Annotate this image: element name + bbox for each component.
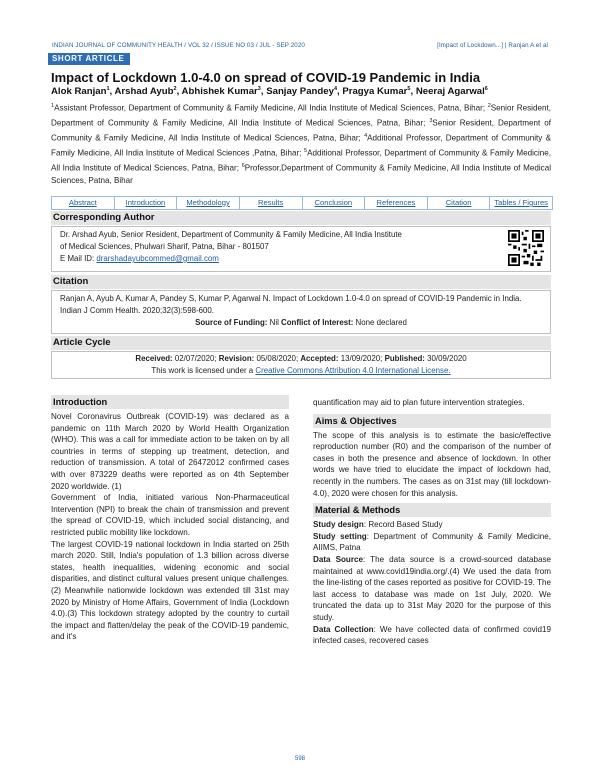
qr-code-icon [508, 230, 544, 266]
paragraph: Government of India, initiated various Non-Pharmaceutical Intervention (NPI) to break the chain of transmission and prevent the spread of COVID-19, which included social distancing, and restricted public mobility like lockdown. [51, 493, 289, 537]
license-link[interactable]: Creative Commons Attribution 4.0 International License. [255, 366, 451, 375]
page-number: 598 [294, 756, 305, 762]
author: Alok Ranjan [51, 86, 107, 98]
article-type-badge: SHORT ARTICLE [48, 53, 130, 65]
author: Abhishek Kumar [181, 86, 258, 98]
introduction-heading: Introduction [51, 395, 289, 409]
paragraph: Data Source: The data source is a crowd-sourced database maintained at www.covid19india.org/.(4) We used the data from the line-listing of the cases reported as positive for COVID-19. The last access to database was made on 1st July, 2020. We truncated the data up to 31st May 2020 for the purpose of this study. [313, 554, 551, 622]
section-nav [51, 196, 553, 210]
nav-conclusion[interactable]: Conclusion [303, 197, 366, 209]
affiliations: $^1$Assistant Professor, Department of Community & Family Medicine, All India Institute of Medical Sciences, Patna, Bihar; $^2$Senior Resident, Department of Community & Family Medicine, All India Institute of Medical Sciences, Patna, Bihar; $^3$Senior Resident, Department of Community & Family Medicine, All India Institute of Medical Sciences, Patna, Bihar; $^4$Additional Professor, Department of Community & Family Medicine, All India Institute of Medical Sciences ,Patna, Bihar; $^5$Additional Professor, Department of Community & Family Medicine, All India Institute of Medical Sciences, Patna, Bihar; $^6$Professor,Department of Community & Family Medicine, All India Institute of Medical Sciences, Patna, Bihar [51, 103, 552, 186]
paragraph: Study setting: Department of Community & Family Medicine, AIIMS, Patna [313, 531, 551, 553]
nav-introduction[interactable]: Introduction [115, 197, 178, 209]
journal-info: INDIAN JOURNAL OF COMMUNITY HEALTH / VOL 32 / ISSUE NO 03 / JUL - SEP 2020 [52, 42, 305, 49]
running-head [52, 42, 548, 52]
license-line: This work is licensed under a Creative Commons Attribution 4.0 International License. [151, 366, 451, 375]
right-column [313, 397, 551, 647]
email-link[interactable]: drarshadayubcommed@gmail.com [96, 254, 219, 263]
paragraph: The scope of this analysis is to estimate the basic/effective reproduction number (R0) and the comparison of the number of cases in both the presence and absence of lockdown. In other words we have tried to elucidate the impact of lockdown had, recently in the numbers. The cases as on 31st may (till lockdown-4.0), 2020 were chosen for this analysis. [313, 430, 551, 498]
article-cycle-heading: Article Cycle [51, 336, 551, 350]
nav-results[interactable]: Results [240, 197, 303, 209]
paragraph: Data Collection: We have collected data of confirmed covid19 infected cases, recovered cases [313, 624, 551, 646]
nav-abstract[interactable]: Abstract [52, 197, 115, 209]
article-cycle-box [51, 351, 551, 379]
author-list: Alok Ranjan$^1$, Arshad Ayub$^2$, Abhishek Kumar$^3$, Sanjay Pandey$^4$, Pragya Kumar$^5$, Neeraj Agarwal$^6$ [51, 86, 488, 98]
citation-heading: Citation [51, 275, 551, 289]
methods-heading: Material & Methods [313, 503, 551, 517]
author: Sanjay Pandey [266, 86, 334, 98]
short-citation: [Impact of Lockdown...] | Ranjan A et al [437, 42, 548, 49]
paragraph: quantification may aid to plan future intervention strategies. [313, 398, 525, 407]
paragraph: Novel Coronavirus Outbreak (COVID-19) was declared as a pandemic on 11th March 2020 by World Health Organization (WHO). This was a call for immediate action to be taken on by all countries in terms of stepping up treatment, detection, and reduction of transmission. A total of 26472012 confirmed cases with over 873229 deaths were reported as on 4th September 2020 worldwide. (1) [51, 412, 289, 491]
author: Arshad Ayub [114, 86, 174, 98]
nav-references[interactable]: References [365, 197, 428, 209]
article-dates: Received: 02/07/2020; Revision: 05/08/2020; Accepted: 13/09/2020; Published: 30/09/2020 [135, 354, 467, 363]
citation-box [51, 290, 551, 334]
nav-tables-figures[interactable]: Tables / Figures [494, 198, 548, 207]
author: Neeraj Agarwal [415, 86, 485, 98]
citation-text: Ranjan A, Ayub A, Kumar A, Pandey S, Kumar P, Agarwal N. Impact of Lockdown 1.0-4.0 on spread of COVID-19 Pandemic in India. Indian J Comm Health. 2020;32(3):598-600. [60, 294, 522, 315]
corresponding-author-heading: Corresponding Author [51, 211, 551, 225]
corresponding-author-box: Dr. Arshad Ayub, Senior Resident, Department of Community & Family Medicine, All India Institute of Medical Sciences, Phulwari Sharif, Patna, Bihar - 801507 E Mail ID: drarshadayubcommed@gmail.com [51, 226, 551, 272]
aims-heading: Aims & Objectives [313, 414, 551, 428]
nav-methodology[interactable]: Methodology [177, 197, 240, 209]
nav-citation[interactable]: Citation [428, 197, 491, 209]
author: Pragya Kumar [342, 86, 408, 98]
paragraph: The largest COVID-19 national lockdown in India started on 25th march 2020. Still, India's population of 1.3 billion across diverse states, health inequalities, widening economic and social disparities, and distinct cultural values present unique challenges.(2) Meanwhile nationwide lockdown was extended till 31st may 2020 by Ministry of Home Affairs, Government of India (Lockdown 4.0).(3) This lockdown strategy adopted by the country to curtail the impact and flatten/delay the peak of the COVID-19 pandemic, and it's [51, 539, 289, 642]
funding-line: Source of Funding: Nil Conflict of Interest: None declared [195, 318, 407, 327]
article-title: Impact of Lockdown 1.0-4.0 on spread of COVID-19 Pandemic in India [51, 70, 481, 85]
left-column [51, 395, 289, 643]
paragraph: Study design: Record Based Study [313, 520, 443, 530]
